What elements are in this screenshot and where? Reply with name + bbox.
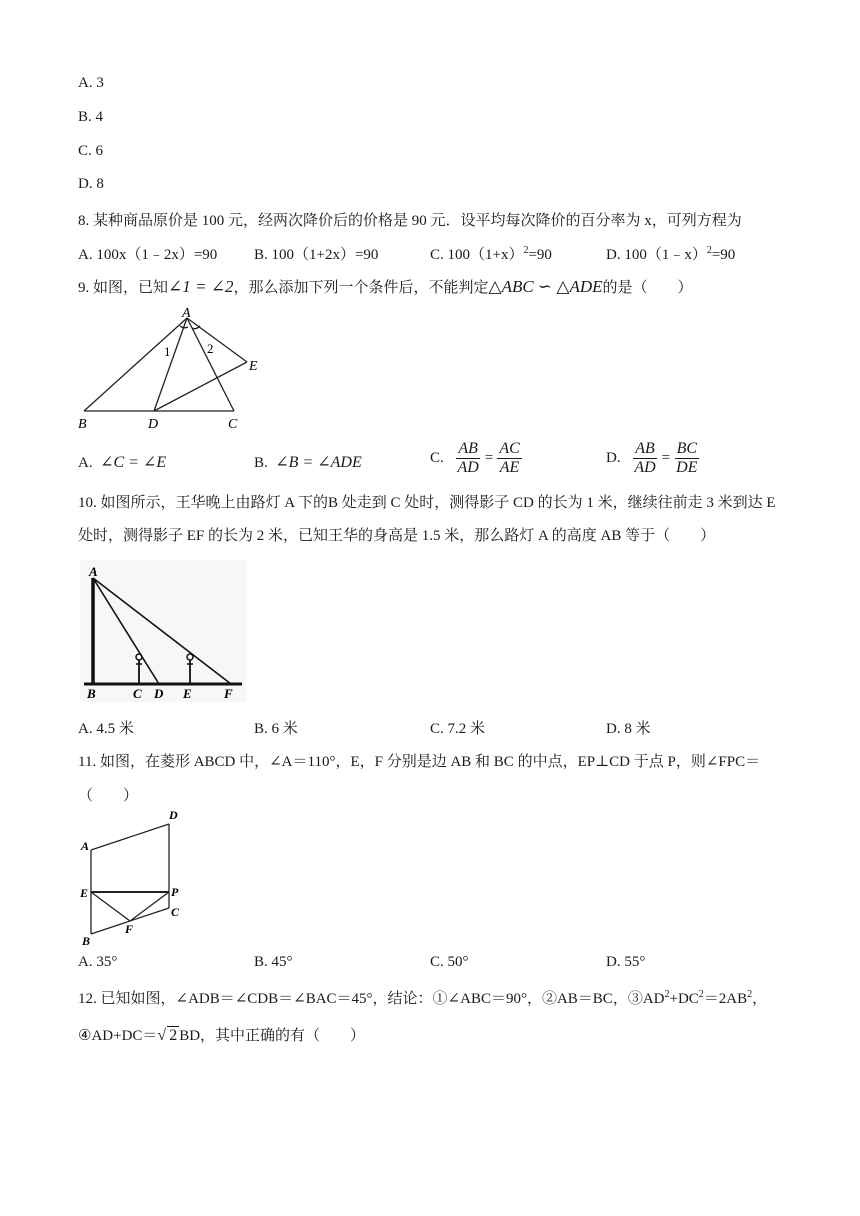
q8-option-a: A. 100x（1﹣2x）=90 [78, 247, 218, 263]
q9-option-b: B. ∠B = ∠ADE [254, 454, 362, 471]
q9-label-b: B [78, 417, 87, 432]
q9-label-d: D [148, 417, 159, 432]
q8-option-b: B. 100（1+2x）=90 [254, 247, 379, 263]
q10-label-d: D [154, 686, 164, 701]
q11-option-a: A. 35° [78, 954, 118, 970]
q11-label-c: C [171, 905, 180, 919]
q11-question-line1: 11. 如图，在菱形 ABCD 中，∠A＝110°，E，F 分别是边 AB 和 BC 的中点，EP⊥CD 于点 P，则∠FPC＝ [78, 754, 761, 770]
q12-question-line1: 12. 已知如图，∠ADB＝∠CDB＝∠BAC＝45°，结论：①∠ABC＝90°，②AB＝BC，$③AD^2+DC^2=2AB^2$， [78, 989, 768, 1007]
q8-option-c: C. $100(1+x)^2=90$ [430, 245, 552, 263]
q11-question-line2: （ ） [78, 788, 139, 804]
q11-label-b: B [82, 934, 91, 948]
q7-option-c: C. 6 [78, 143, 104, 159]
q11-label-f: F [125, 922, 134, 936]
q7-option-a: A. 3 [78, 75, 104, 91]
q9-label-a: A [182, 306, 191, 321]
q10-label-a: A [89, 564, 98, 579]
q12-question-line2: ④AD+DC＝√ 2 BD，其中正确的有（ ） [78, 1027, 366, 1044]
q9-option-c: C. $\frac{AB}{AD}$ = $\frac{AC}{AE}$ [430, 440, 520, 477]
q10-option-d: D. 8 米 [606, 721, 651, 737]
q9-triangle-figure [70, 304, 270, 434]
q9-option-d: D. $\frac{AB}{AD}$ = $\frac{BC}{DE}$ [606, 440, 698, 477]
q10-streetlamp-figure [80, 560, 246, 702]
q10-label-b: B [87, 686, 96, 701]
q10-question-line1: 10. 如图所示，王华晚上由路灯 A 下的B 处走到 C 处时，测得影子 CD 的长为 1 米，继续往前走 3 米到达 E [78, 495, 776, 511]
q7-option-d: D. 8 [78, 176, 104, 192]
q11-option-d: D. 55° [606, 954, 646, 970]
q8-option-d: D. 100（1﹣x）$^2$=90 [606, 245, 736, 263]
q11-option-c: C. 50° [430, 954, 469, 970]
q11-label-a: A [81, 839, 90, 853]
q11-option-b: B. 45° [254, 954, 293, 970]
q9-label-c: C [228, 417, 238, 432]
q7-option-b: B. 4 [78, 109, 104, 125]
q10-option-b: B. 6 米 [254, 721, 298, 737]
q9-label-e: E [249, 359, 258, 374]
q10-label-c: C [133, 686, 142, 701]
q9-option-a: A. ∠C = ∠E [78, 454, 167, 471]
q10-label-f: F [224, 686, 233, 701]
q10-option-a: A. 4.5 米 [78, 721, 134, 737]
q8-question: 8. 某种商品原价是 100 元，经两次降价后的价格是 90 元．设平均每次降价的百分率为 x，可列方程为 [78, 213, 742, 229]
q11-rhombus-figure [76, 806, 186, 948]
q11-label-e: E [80, 886, 89, 900]
q10-question-line2: 处时，测得影子 EF 的长为 2 米，已知王华的身高是 1.5 米，那么路灯 A 的高度 AB 等于（ ） [78, 528, 716, 544]
q9-label-angle1: 1 [164, 344, 171, 359]
q10-option-c: C. 7.2 米 [430, 721, 486, 737]
q11-label-d: D [169, 808, 178, 822]
q10-label-e: E [183, 686, 192, 701]
q9-question: 9. 如图，已知∠1 = ∠2，那么添加下列一个条件后，不能判定△ABC ∽ △ADE的是（ ） [78, 277, 693, 296]
sqrt-symbol: √ 2 [157, 1027, 178, 1044]
q9-label-angle2: 2 [207, 341, 214, 356]
q11-label-p: P [171, 885, 179, 899]
